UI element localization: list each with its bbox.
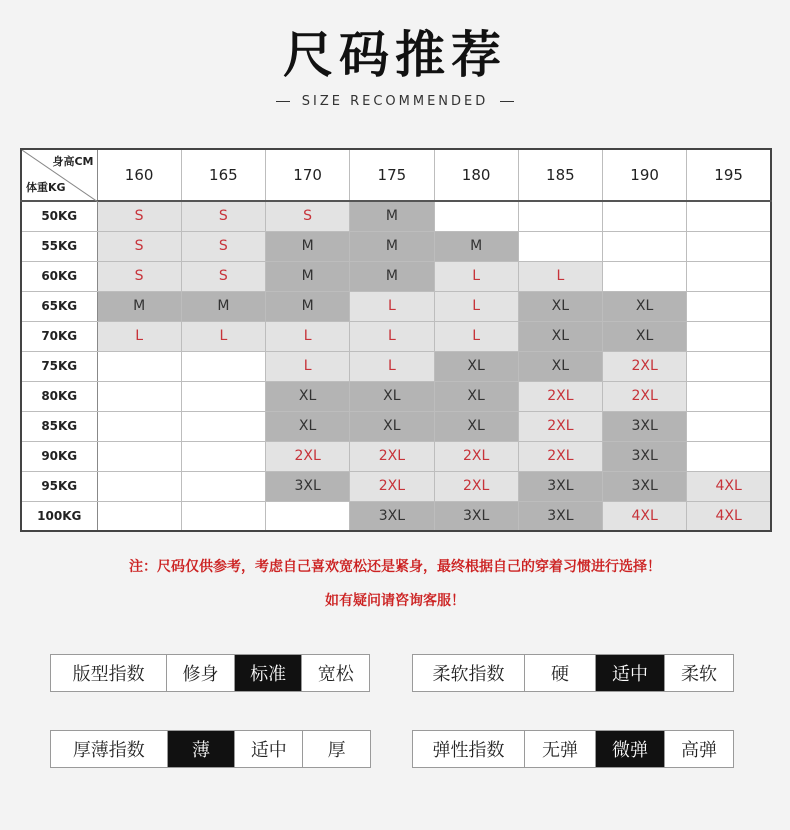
- size-cell: S: [97, 261, 181, 291]
- size-cell: XL: [518, 321, 602, 351]
- size-cell: M: [350, 201, 434, 231]
- size-cell: XL: [434, 351, 518, 381]
- size-cell: 3XL: [434, 501, 518, 531]
- size-cell: [266, 501, 350, 531]
- height-header: 175: [350, 149, 434, 201]
- corner-cell: [21, 149, 97, 201]
- size-cell: 2XL: [518, 411, 602, 441]
- fit-option: 修身: [166, 655, 234, 691]
- size-cell: XL: [266, 381, 350, 411]
- size-cell: L: [266, 321, 350, 351]
- size-cell: XL: [434, 411, 518, 441]
- elasticity-option: 微弹: [595, 731, 664, 767]
- thickness-index-label: 厚薄指数: [72, 740, 145, 761]
- softness-option: 硬: [524, 655, 595, 691]
- weight-row: [21, 231, 771, 261]
- height-header: 185: [518, 149, 602, 201]
- weight-row: [21, 201, 771, 231]
- size-cell: L: [434, 261, 518, 291]
- size-cell: S: [181, 231, 265, 261]
- height-header-row: [21, 149, 771, 201]
- weight-label: 95KG: [21, 471, 97, 501]
- weight-label: 70KG: [21, 321, 97, 351]
- size-cell: 2XL: [350, 471, 434, 501]
- weight-row: [21, 291, 771, 321]
- size-cell: [687, 351, 771, 381]
- thickness-option: 厚: [302, 731, 370, 767]
- weight-row: [21, 411, 771, 441]
- elasticity-index-label: 弹性指数: [432, 740, 505, 761]
- size-cell: S: [266, 201, 350, 231]
- weight-label: 50KG: [21, 201, 97, 231]
- size-cell: 3XL: [266, 471, 350, 501]
- page-subtitle: [0, 90, 790, 112]
- size-cell: L: [266, 351, 350, 381]
- weight-axis-label: 体重KG: [26, 181, 66, 194]
- size-cell: [97, 411, 181, 441]
- softness-index: [412, 654, 734, 692]
- size-cell: [687, 261, 771, 291]
- height-axis-label: 身高CM: [52, 155, 94, 168]
- weight-row: [21, 471, 771, 501]
- size-cell: [97, 501, 181, 531]
- thickness-option: 适中: [234, 731, 302, 767]
- size-cell: [687, 441, 771, 471]
- size-cell: [97, 381, 181, 411]
- height-header: 190: [603, 149, 687, 201]
- size-cell: 3XL: [603, 441, 687, 471]
- weight-label: 55KG: [21, 231, 97, 261]
- size-cell: XL: [266, 411, 350, 441]
- weight-label: 80KG: [21, 381, 97, 411]
- fit-option: 标准: [234, 655, 302, 691]
- fit-index: [50, 654, 370, 692]
- size-cell: M: [266, 261, 350, 291]
- size-cell: 2XL: [603, 381, 687, 411]
- weight-row: [21, 261, 771, 291]
- size-cell: 4XL: [687, 471, 771, 501]
- thickness-index: [50, 730, 371, 768]
- size-cell: [687, 231, 771, 261]
- size-cell: M: [350, 261, 434, 291]
- height-header: 180: [434, 149, 518, 201]
- size-cell: [603, 261, 687, 291]
- size-cell: S: [181, 261, 265, 291]
- size-cell: [603, 231, 687, 261]
- size-cell: L: [350, 291, 434, 321]
- softness-option: 柔软: [664, 655, 733, 691]
- divider-right: [500, 101, 514, 102]
- size-cell: [687, 291, 771, 321]
- weight-label: 85KG: [21, 411, 97, 441]
- weight-row: [21, 381, 771, 411]
- size-cell: [181, 381, 265, 411]
- weight-row: [21, 501, 771, 531]
- size-cell: 2XL: [350, 441, 434, 471]
- size-cell: [181, 501, 265, 531]
- weight-label: 65KG: [21, 291, 97, 321]
- size-cell: [687, 201, 771, 231]
- size-cell: [603, 201, 687, 231]
- size-cell: 2XL: [518, 441, 602, 471]
- size-cell: [181, 351, 265, 381]
- weight-row: [21, 441, 771, 471]
- page-title: 尺码推荐: [283, 26, 507, 84]
- note-text: 注：尺码仅供参考，考虑自己喜欢宽松还是紧身，最终根据自己的穿着习惯进行选择！: [129, 559, 661, 575]
- size-cell: 4XL: [687, 501, 771, 531]
- weight-label: 75KG: [21, 351, 97, 381]
- size-cell: XL: [603, 321, 687, 351]
- divider-left: [276, 101, 290, 102]
- size-cell: [687, 411, 771, 441]
- size-cell: XL: [434, 381, 518, 411]
- size-chart-body: [21, 201, 771, 531]
- size-cell: 2XL: [434, 471, 518, 501]
- size-cell: S: [181, 201, 265, 231]
- weight-label: 100KG: [21, 501, 97, 531]
- elasticity-option: 无弹: [524, 731, 595, 767]
- size-cell: S: [97, 231, 181, 261]
- size-cell: L: [350, 321, 434, 351]
- size-cell: M: [266, 231, 350, 261]
- size-cell: [181, 471, 265, 501]
- weight-row: [21, 351, 771, 381]
- size-cell: 3XL: [518, 501, 602, 531]
- elasticity-index: [412, 730, 734, 768]
- note-contact-text: 如有疑问请咨询客服！: [325, 593, 465, 609]
- softness-index-label: 柔软指数: [432, 664, 505, 685]
- size-cell: 3XL: [518, 471, 602, 501]
- size-cell: [687, 321, 771, 351]
- size-cell: [181, 411, 265, 441]
- size-cell: 3XL: [603, 411, 687, 441]
- fit-index-label: 版型指数: [72, 664, 145, 685]
- softness-option: 适中: [595, 655, 664, 691]
- height-header: 160: [97, 149, 181, 201]
- size-cell: 4XL: [603, 501, 687, 531]
- size-cell: XL: [518, 351, 602, 381]
- size-cell: L: [518, 261, 602, 291]
- size-cell: XL: [603, 291, 687, 321]
- height-header: 195: [687, 149, 771, 201]
- weight-label: 90KG: [21, 441, 97, 471]
- size-cell: 2XL: [266, 441, 350, 471]
- size-cell: L: [97, 321, 181, 351]
- size-cell: [97, 471, 181, 501]
- subtitle-text: SIZE RECOMMENDED: [301, 93, 489, 109]
- size-cell: 3XL: [350, 501, 434, 531]
- weight-row: [21, 321, 771, 351]
- size-cell: L: [434, 321, 518, 351]
- size-cell: [518, 231, 602, 261]
- size-cell: 2XL: [434, 441, 518, 471]
- size-cell: L: [434, 291, 518, 321]
- size-cell: M: [434, 231, 518, 261]
- height-header: 170: [266, 149, 350, 201]
- size-cell: M: [97, 291, 181, 321]
- size-cell: [434, 201, 518, 231]
- size-cell: [687, 381, 771, 411]
- elasticity-option: 高弹: [664, 731, 733, 767]
- size-cell: M: [350, 231, 434, 261]
- thickness-option: 薄: [167, 731, 235, 767]
- size-cell: XL: [350, 411, 434, 441]
- size-cell: M: [266, 291, 350, 321]
- size-cell: L: [350, 351, 434, 381]
- size-cell: [518, 201, 602, 231]
- fit-option: 宽松: [301, 655, 369, 691]
- size-cell: M: [181, 291, 265, 321]
- size-cell: S: [97, 201, 181, 231]
- size-cell: XL: [518, 291, 602, 321]
- size-chart-table: [20, 148, 772, 532]
- size-cell: 2XL: [518, 381, 602, 411]
- size-cell: [181, 441, 265, 471]
- size-cell: [97, 351, 181, 381]
- size-cell: XL: [350, 381, 434, 411]
- size-cell: 2XL: [603, 351, 687, 381]
- size-cell: 3XL: [603, 471, 687, 501]
- weight-label: 60KG: [21, 261, 97, 291]
- size-cell: [97, 441, 181, 471]
- height-header: 165: [181, 149, 265, 201]
- size-cell: L: [181, 321, 265, 351]
